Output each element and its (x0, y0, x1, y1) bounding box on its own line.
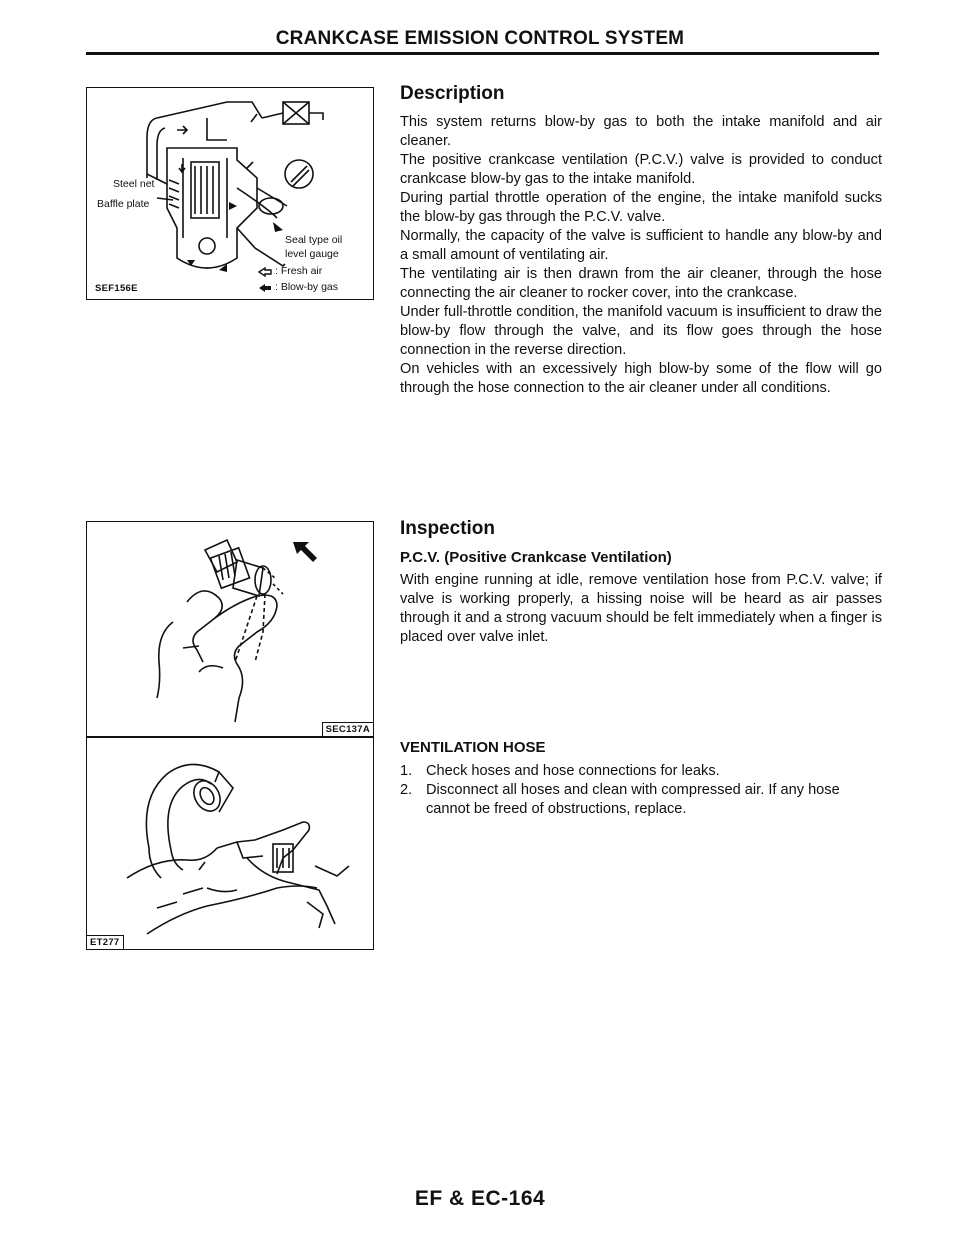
pcv-paragraph: With engine running at idle, remove ventilation hose from P.C.V. valve; if valve is working properly, a hissing noise will be heard as air passes through it and a strong vacuum should be felt immediately when a finger is placed over valve inlet. (400, 572, 882, 645)
label-steel-net: Steel net (113, 178, 155, 190)
label-level-gauge: level gauge (285, 248, 339, 260)
figure-code: SEC137A (322, 722, 373, 736)
list-item (400, 781, 882, 819)
description-paragraph: Under full-throttle condition, the manifold vacuum is insufficient to draw the blow-by flow through the valve, and its flow goes through the hose connection in the reverse direction. (400, 304, 882, 358)
header-rule (86, 52, 879, 55)
page-number: EF & EC-164 (414, 1187, 546, 1210)
figure-hose-cleaning (86, 737, 374, 950)
label-fresh-air: : Fresh air (275, 265, 323, 277)
figure-pcv-check (86, 521, 374, 737)
ventilation-hose-heading: VENTILATION HOSE (400, 739, 546, 756)
description-paragraph: The positive crankcase ventilation (P.C.V.) valve is provided to conduct crankcase blow-by gas to the intake manifold. (400, 152, 882, 187)
list-item (400, 762, 882, 781)
step-text: Disconnect all hoses and clean with compressed air. If any hose cannot be freed of obstructions, replace. (426, 782, 840, 817)
figure-code: ET277 (87, 935, 124, 949)
step-number: 2. (400, 782, 413, 798)
pcv-heading: P.C.V. (Positive Crankcase Ventilation) (400, 549, 672, 566)
description-heading: Description (400, 83, 505, 104)
inspection-section (400, 519, 882, 647)
figure-code: SEF156E (95, 283, 138, 294)
ventilation-hose-steps (400, 762, 882, 819)
crankcase-diagram-drawing (87, 88, 375, 301)
ventilation-hose-section (400, 738, 882, 819)
step-number: 1. (400, 763, 413, 779)
description-section (400, 84, 882, 398)
label-seal-type-oil: Seal type oil (285, 234, 343, 246)
label-blowby-gas: : Blow-by gas (275, 281, 339, 293)
figure-crankcase-diagram (86, 87, 374, 300)
description-paragraph: Normally, the capacity of the valve is sufficient to handle any blow-by and a small amount of ventilating air. (400, 228, 882, 263)
page-title: CRANKCASE EMISSION CONTROL SYSTEM (275, 28, 685, 49)
inspection-heading: Inspection (400, 518, 496, 539)
label-baffle-plate: Baffle plate (97, 198, 150, 210)
description-paragraph: The ventilating air is then drawn from the air cleaner, through the hose connecting the air cleaner to rocker cover, into the crankcase. (400, 266, 882, 301)
pcv-check-drawing (87, 522, 375, 738)
description-paragraph: On vehicles with an excessively high blow-by some of the flow will go through the hose connection to the air cleaner under all conditions. (400, 361, 882, 396)
description-paragraph: During partial throttle operation of the engine, the intake manifold sucks the blow-by gas through the P.C.V. valve. (400, 190, 882, 225)
hose-cleaning-drawing (87, 738, 375, 951)
description-paragraph: This system returns blow-by gas to both the intake manifold and air cleaner. (400, 114, 882, 149)
step-text: Check hoses and hose connections for leaks. (426, 763, 720, 779)
